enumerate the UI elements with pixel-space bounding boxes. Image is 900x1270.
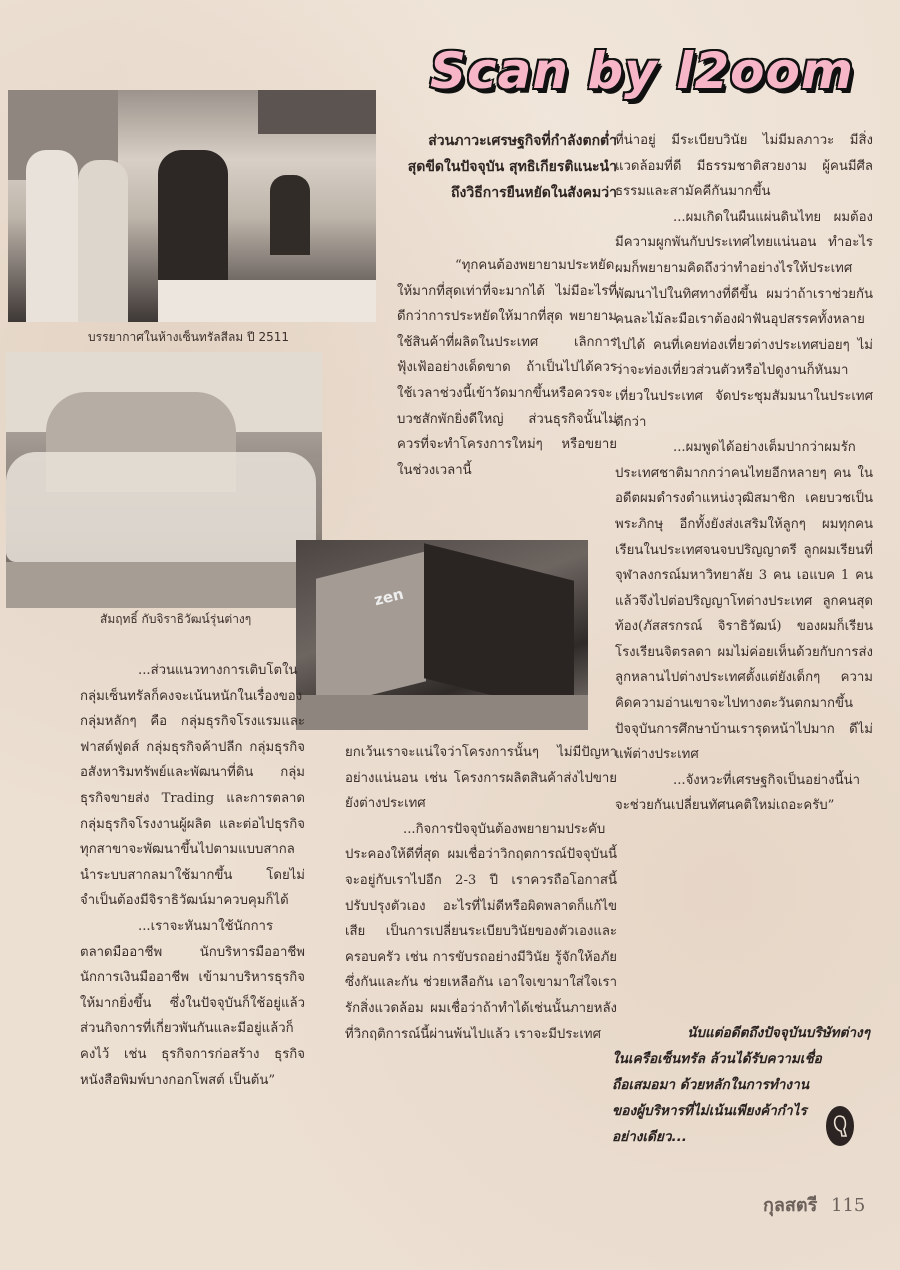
lead-paragraph: ส่วนภาวะเศรษฐกิจที่กำลังตกต่ำสุดขีดในปัจจุบัน สุทธิเกียรติแนะนำถึงวิธีการยืนหยัดในสังคมว่า [407, 133, 617, 201]
photo-family-children [6, 352, 322, 608]
pull-quote-body: ในเครือเซ็นทรัล ล้วนได้รับความเชื่อถือเสมอมา ด้วยหลักในการทำงานของผู้บริหารที่ไม่เน้นเพียงค้ากำไรอย่างเดียว... [612, 1051, 822, 1145]
person-figure [78, 160, 128, 322]
dark-wall [258, 90, 376, 134]
column-left [80, 658, 305, 1093]
photo-caption: สัมฤทธิ์ กับจิราธิวัฒน์รุ่นต่างๆ [100, 612, 252, 626]
building-side [424, 543, 574, 715]
building-facade [316, 551, 426, 708]
person-figure [26, 150, 78, 322]
counter [158, 280, 376, 322]
column-right [615, 128, 873, 819]
profile-emblem-icon [826, 1106, 854, 1146]
paragraph: ยกเว้นเราจะแน่ใจว่าโครงการนั้นๆ ไม่มีปัญหาอย่างแน่นอน เช่น โครงการผลิตสินค้าส่งไปขายยังต่างประเทศ [345, 745, 617, 812]
paragraph: ...ผมพูดได้อย่างเต็มปากว่าผมรักประเทศชาติมากกว่าคนไทยอีกหลายๆ คน ในอดีตผมดำรงตำแหน่งวุฒิสมาชิก เคยบวชเป็นพระภิกษุ อีกทั้งยังส่งเสริมให้ลูกๆ ผมทุกคนเรียนในประเทศจนจบปริญญาตรี ลูกผมเรียนที่จุฬาลงกรณ์มหาวิทยาลัย 3 คน เอแบค 1 คน แล้วจึงไปต่อปริญญาโทต่างประเทศ ลูกคนสุดท้อง(ภัสสรกรณ์ จิราธิวัฒน์) ของผมก็เรียนโรงเรียนจิตรลดา ผมไม่ค่อยเห็นด้วยกับการส่งลูกหลานไปต่างประเทศตั้งแต่ยังเด็กๆ ความคิดความอ่านเขาจะไปทางตะวันตกมากขึ้น ปัจจุบันการศึกษาบ้านเรารุดหน้าไปมาก ดีไม่แพ้ต่างประเทศ [615, 440, 873, 763]
magazine-name: กุลสตรี [763, 1195, 818, 1216]
paragraph: “ทุกคนต้องพยายามประหยัดให้มากที่สุดเท่าที่จะมากได้ ไม่มีอะไรที่ดีกว่าการประหยัดให้มากที่สุด พยายามใช้สินค้าที่ผลิตในประเทศ เลิกการฟุ้งเฟ้ออย่างเด็ดขาด ถ้าเป็นไปได้ควรใช้เวลาช่วงนี้เข้าวัดมากขึ้นหรือควรจะบวชสักพักยิ่งดีใหญ่ ส่วนธุรกิจนั้นไม่ควรที่จะทำโครงการใหม่ๆ หรือขยายในช่วงเวลานี้ [397, 258, 617, 478]
photo-caption: บรรยากาศในห้างเซ็นทรัลสีลม ปี 2511 [88, 330, 289, 344]
paragraph: ...เราจะหันมาใช้นักการตลาดมืออาชีพ นักบริหารมืออาชีพ นักการเงินมืออาชีพ เข้ามาบริหารธุรกิจให้มากยิ่งขึ้น ซึ่งในปัจจุบันก็ใช้อยู่แล้ว ส่วนกิจการที่เกี่ยวพันกันและมีอยู่แล้วก็คงไว้ เช่น ธุรกิจการก่อสร้าง ธุรกิจหนังสือพิมพ์บางกอกโพสต์ เป็นต้น” [80, 918, 305, 1088]
pull-quote-line: นับแต่อดีตถึงปัจจุบันบริษัทต่างๆ [687, 1025, 870, 1041]
paragraph: ...จังหวะที่เศรษฐกิจเป็นอย่างนี้น่าจะช่วยกันเปลี่ยนทัศนคติใหม่เถอะครับ” [615, 772, 861, 814]
paragraph: ...ส่วนแนวทางการเติบโตในกลุ่มเซ็นทรัลก็คงจะเน้นหนักในเรื่องของกลุ่มหลักๆ คือ กลุ่มธุรกิจโรงแรมและฟาสต์ฟูดส์ กลุ่มธุรกิจค้าปลีก กลุ่มธุรกิจอสังหาริมทรัพย์และพัฒนาที่ดิน กลุ่มธุรกิจขายส่ง Trading และการตลาด กลุ่มธุรกิจโรงงานผู้ผลิต และต่อไปธุรกิจทุกสาขาจะพัฒนาขึ้นไปตามแบบสากล นำระบบสากลมาใช้มากขึ้น โดยไม่จำเป็นต้องมีจิราธิวัฒน์มาควบคุมก็ได้ [80, 663, 305, 909]
column-middle-bottom [345, 740, 617, 1047]
paragraph: ...ผมเกิดในผืนแผ่นดินไทย ผมต้องมีความผูกพันกับประเทศไทยแน่นอน ทำอะไรผมก็พยายามคิดถึงว่าทำอย่างไรให้ประเทศพัฒนาไปในทิศทางที่ดีขึ้น ผมว่าถ้าเราช่วยกันคนละไม้ละมือเราต้องฝ่าฟันอุปสรรคทั้งหลายไปได้ คนที่เคยท่องเที่ยวต่างประเทศบ่อยๆ ไม่ว่าจะท่องเที่ยวส่วนตัวหรือไปดูงานก็หันมาเที่ยวในประเทศ จัดประชุมสัมมนาในประเทศดีกว่า [615, 209, 873, 430]
zen-sign: zen [372, 584, 406, 610]
paragraph: ที่น่าอยู่ มีระเบียบวินัย ไม่มีมลภาวะ มีสิ่งแวดล้อมที่ดี มีธรรมชาติสวยงาม ผู้คนมีศีลธรรมและสามัคคีกันมากขึ้น [615, 133, 873, 200]
children-group [6, 452, 316, 562]
photo-zen-building [296, 540, 588, 730]
page-number: 115 [831, 1195, 866, 1216]
watermark-text: Scan by l2oom [430, 42, 854, 100]
paragraph: ...กิจการปัจจุบันต้องพยายามประคับประคองให้ดีที่สุด ผมเชื่อว่าวิกฤตการณ์ปัจจุบันนี้จะอยู่กับเราไปอีก 2-3 ปี เราควรถือโอกาสนี้ปรับปรุงตัวเอง อะไรที่ไม่ดีหรือผิดพลาดก็แก้ไขเสีย เป็นการเปลี่ยนระเบียบวินัยของตัวเองและครอบครัว เช่น การขับรถอย่างมีวินัย รู้จักให้อภัยซึ่งกันและกัน ช่วยเหลือกัน เอาใจเขามาใส่ใจเรา รักสิ่งแวดล้อม ผมเชื่อว่าถ้าทำได้เช่นนั้นภายหลังที่วิกฤติการณ์นี้ผ่านพ้นไปแล้ว เราจะมีประเทศ [345, 821, 617, 1042]
steps [296, 695, 588, 730]
photo-store-interior [8, 90, 376, 322]
floor [6, 562, 322, 608]
page-footer [763, 1190, 865, 1219]
column-middle-top [397, 253, 617, 483]
person-figure [270, 175, 310, 255]
